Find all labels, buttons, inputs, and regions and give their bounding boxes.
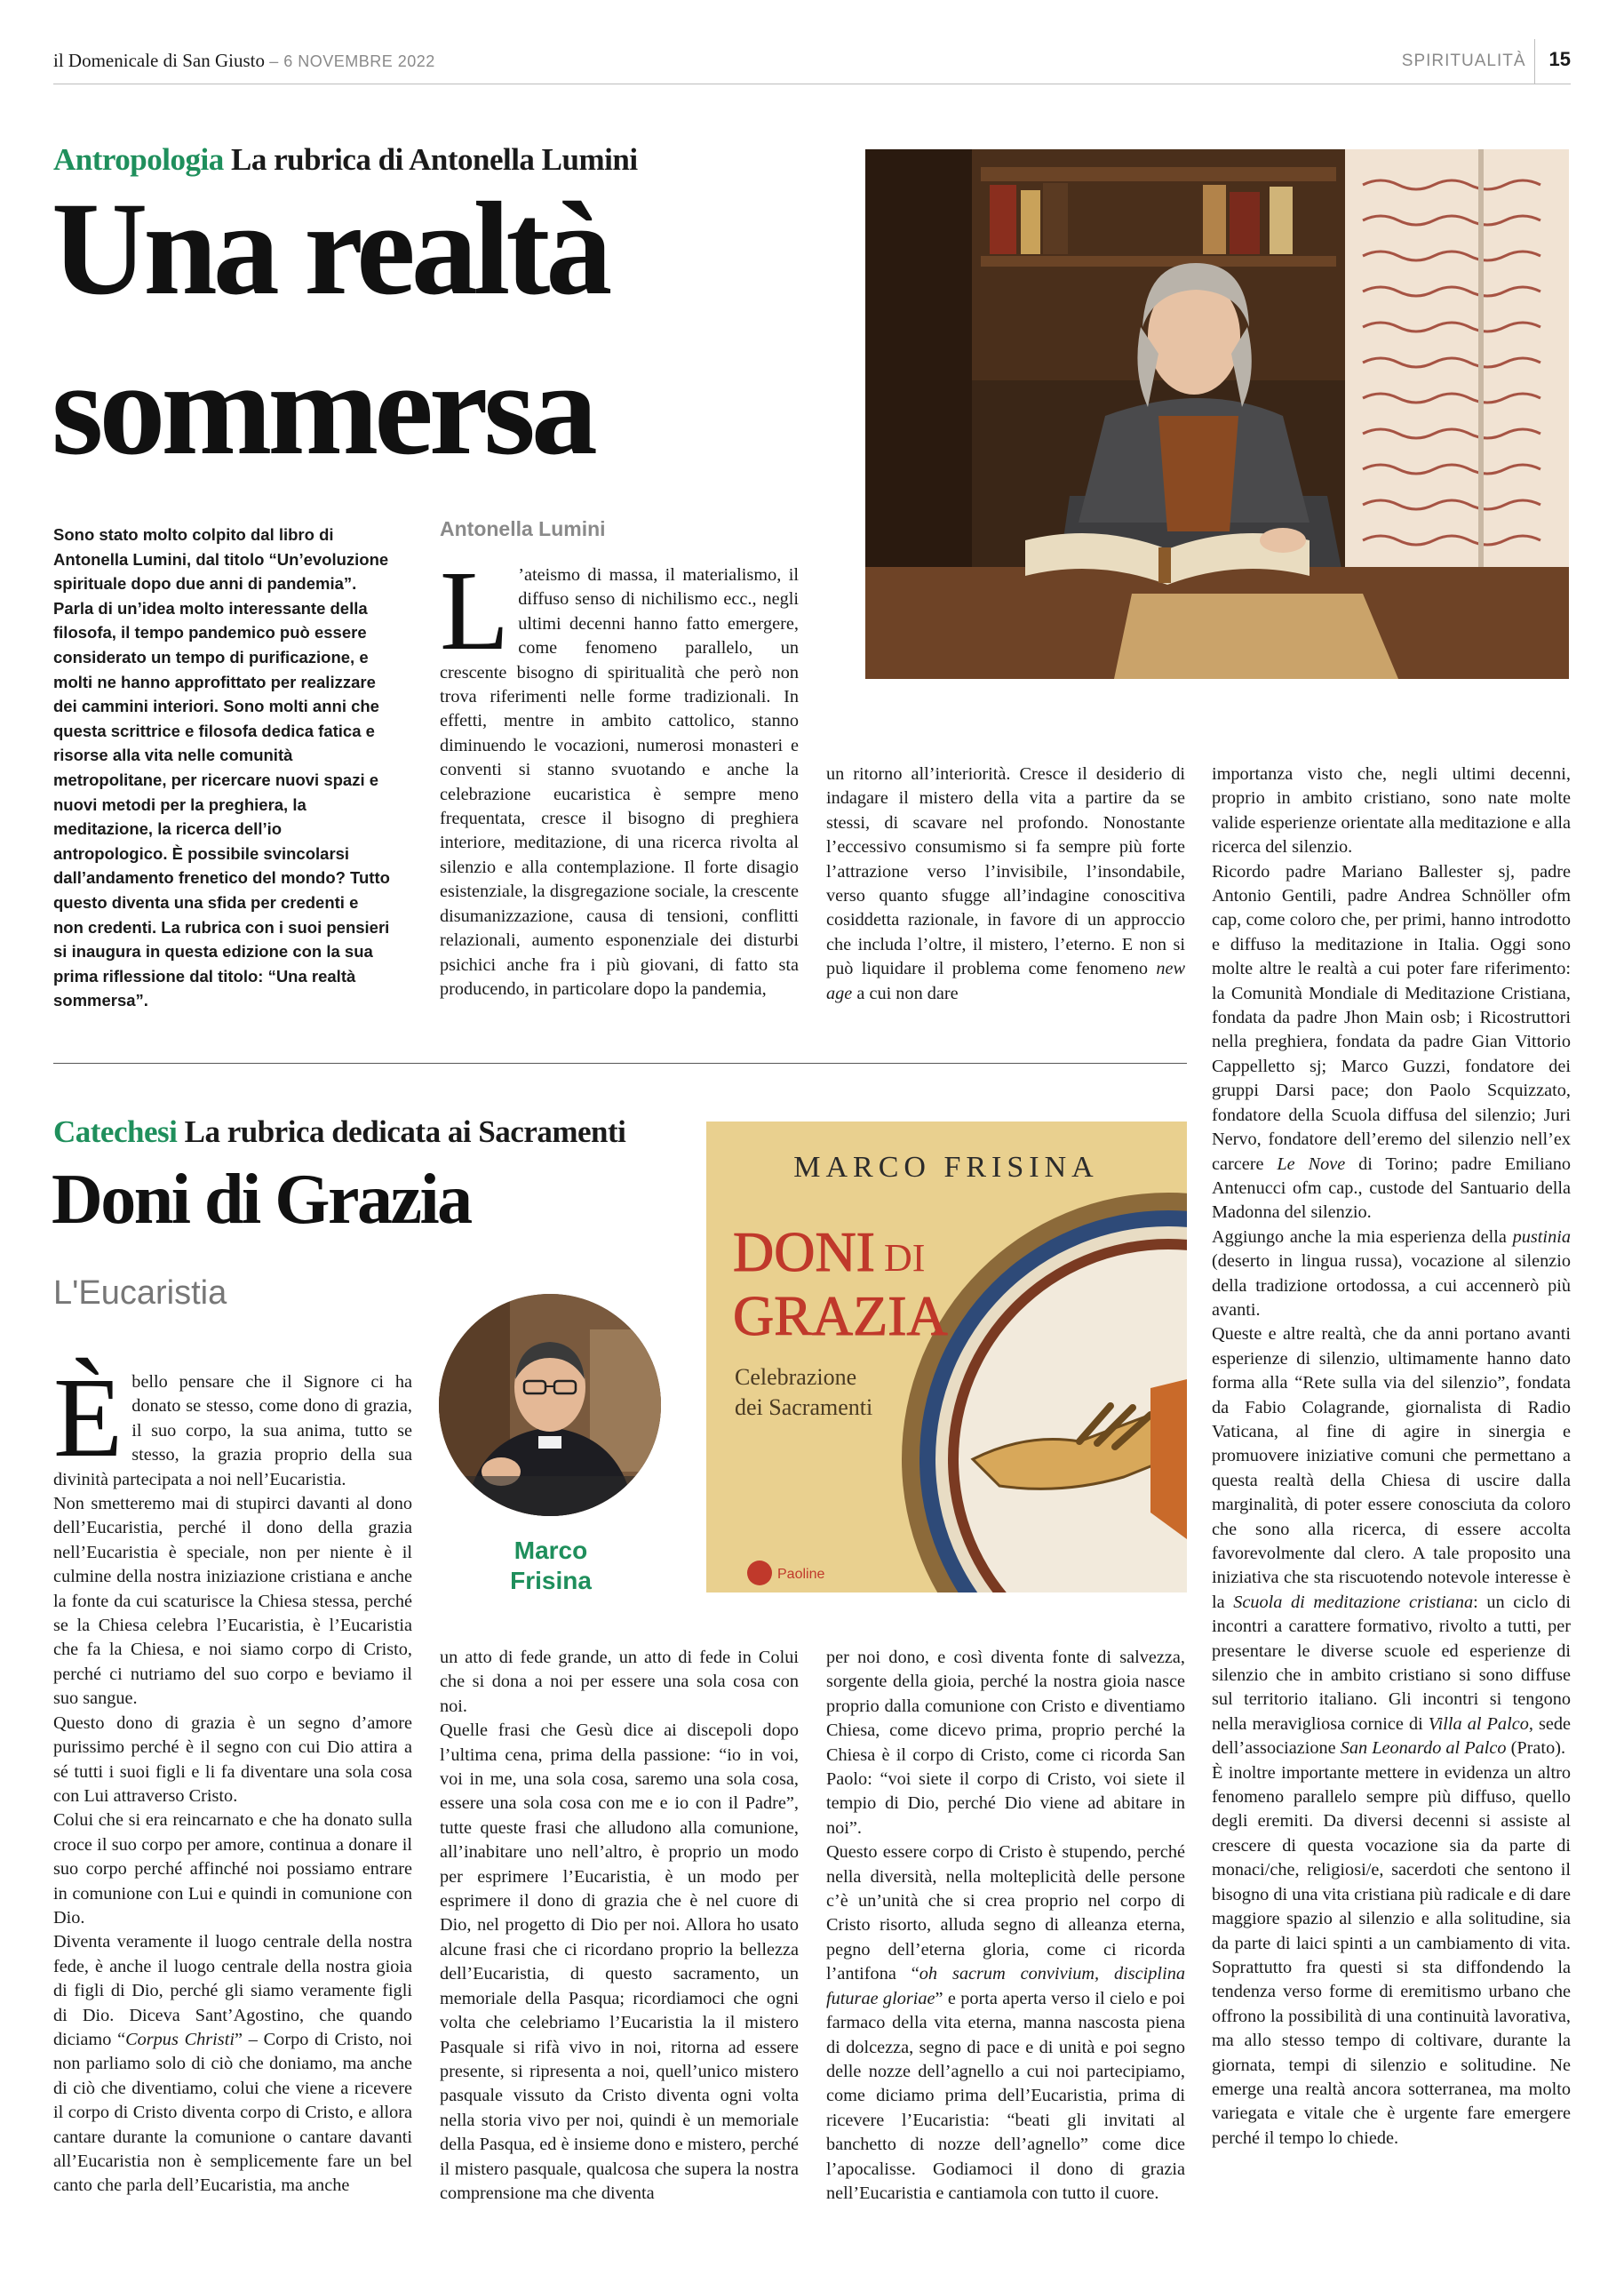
author-portrait	[439, 1294, 661, 1516]
article2-kicker	[53, 1114, 625, 1150]
article2-paragraph: Questo dono di grazia è un segno d’amore purissimo perché è il segno con cui Dio attira a sé tutti i suoi figli e li fa diventare una sola cosa con Lui attraverso Cristo.	[53, 1712, 412, 1806]
article1-kicker-text: La rubrica di Antonella Lumini	[230, 142, 638, 177]
article1-headline-line2: sommersa	[52, 335, 593, 483]
running-header-right	[1402, 48, 1571, 71]
article1-column-1	[440, 547, 799, 1002]
article2-column-3	[826, 1646, 1185, 2206]
article2-paragraph: per noi dono, e così diventa fonte di salvezza, sorgente della gioia, perché la nostra gioia nasce proprio dalla comunione con Cristo e diventiamo Chiesa, come dicevo prima, proprio perché la Chiesa è il corpo di Cristo, come ci ricorda San Paolo: “voi siete il corpo di Cristo, voi siete il tempio di Dio, perché Dio viene ad abitare in noi”.	[826, 1648, 1185, 1838]
article2-paragraph: Quelle frasi che Gesù dice ai discepoli dopo l’ultima cena, prima della passione: “io in voi, voi in me, una sola cosa, saremo una sola cosa, essere una sola cosa con me e io con il Padre”, tutte queste frasi che alludono alla comunione, all’inabitare uno nell’altro, è proprio un modo per esprimere l’Eucaristia, è un modo per esprimere il dono di grazia che è nel cuore di Dio, nel progetto di Dio per noi. Allora ho usato alcune frasi che ci ricordano proprio la bellezza dell’Eucaristia, di questo sacramento, un memoriale della Pasqua; ricordiamoci che ogni volta che celebriamo l’Eucaristia la il mistero Pasquale si rifà vivo in noi, ritorna ad essere presente, si ripresenta a noi, quell’unico mistero pasquale vissuto da Cristo diventa ogni volta nella storia vivo per noi, quindi è un memoriale della Pasqua, ed è insieme dono e mistero, perché il mistero pasquale, qualcosa che supera la nostra comprensione ma che diventa	[440, 1720, 799, 2203]
article1-paragraph: importanza visto che, negli ultimi decenni, proprio in ambito cristiano, sono nate molte valide esperienze orientate alla meditazione e alla ricerca del silenzio.	[1212, 764, 1571, 858]
issue-date: – 6 NOVEMBRE 2022	[269, 52, 435, 70]
header-divider	[1534, 39, 1535, 84]
cover-subtitle-line1: Celebrazione	[735, 1364, 857, 1390]
article1-intro: Sono stato molto colpito dal libro di Antonella Lumini, dal titolo “Un’evoluzione spirituale dopo due anni di pandemia”. Parla di un’idea molto interessante della filosofa, il tempo pandemico può essere considerato un tempo di purificazione, e molti ne hanno approfittato per realizzare dei cammini interiori. Sono molti anni che questa scrittrice e filosofa dedica fatica e risorse alla vita nelle comunità metropolitane, per ricercare nuovi spazi e nuovi metodi per la preghiera, la meditazione, la ricerca dell’io antropologico. È possibile svincolarsi dall’andamento frenetico del mondo? Tutto questo diventa una sfida per credenti e non credenti. La rubrica con i suoi pensieri si inaugura in questa edizione con la sua prima riflessione dal titolo: “Una realtà sommersa”.	[53, 525, 390, 1010]
article1-paragraph: Aggiungo anche la mia esperienza della pustinia (deserto in lingua russa), vocazione al silenzio della tradizione ortodossa, a cui accennerò più avanti.	[1212, 1226, 1571, 1320]
section-name: SPIRITUALITÀ	[1401, 52, 1526, 70]
article-separator	[53, 1063, 1187, 1064]
page-number: 15	[1548, 48, 1571, 70]
article1-headline-line1: Una realtà	[52, 175, 609, 323]
article2-column-1	[53, 1354, 412, 2199]
article2-subtitle: L'Eucaristia	[53, 1274, 227, 1312]
article1-column-2	[826, 762, 1185, 1006]
article1-paragraph: Ricordo padre Mariano Ballester sj, padre Antonio Gentili, padre Andrea Schnöller ofm cap, come coloro che, per primi, hanno introdotto e diffuso la meditazione in Italia. Oggi sono molte altre le realtà a cui poter fare riferimento: la Comunità Mondiale di Meditazione Cristiana, fondata da padre Jhon Main osb; i Ricostruttori nella preghiera, fondata da padre Gian Vittorio Cappelletto sj; Marco Guzzi, fondatore dei gruppi Darsi pace; don Paolo Scquizzato, fondatore della Scuola diffusa del silenzio; Juri Nervo, fondatore dell’eremo del silenzio nell’ex carcere Le Nove di Torino; padre Emiliano Antenucci ofm cap., custode del Santuario della Madonna del silenzio.	[1212, 861, 1571, 1223]
article2-kicker-text: La rubrica dedicata ai Sacramenti	[184, 1114, 626, 1149]
article1-paragraph: È inoltre importante mettere in evidenza un altro fenomeno parallelo sempre più diffuso, quello degli eremiti. Da diversi decenni si assiste al crescere di questa vocazione sia da parte di monaci/che, religiosi/e, sacerdoti che sentono il bisogno di una vita cristiana più radicale e di dare maggiore spazio al silenzio e alla solitudine, sia da parte di laici spinti a un cambiamento di vita. Soprattutto fra questi si sta diffondendo la tendenza verso forme di eremitismo urbano che offrono la possibilità di una continuità lavorativa, ma allo stesso tempo di coltivare, durante la giornata, tempi di silenzio e solitudine. Ne emerge una realtà ancora sotterranea, ma molto variegata e vitale che è urgente fare emergere perché il tempo lo chiede.	[1212, 1762, 1571, 2148]
article1-paragraph: un ritorno all’interiorità. Cresce il desiderio di indagare il mistero della vita a partire da se stessi, di scavare nel profondo. Nonostante l’eccessivo consumismo si fa sempre più forte l’attrazione verso l’invisibile, l’insondabile, verso quanto sfugge all’indagine conoscitiva cosiddetta razionale, in favore di un approccio che includa l’oltre, il mistero, l’eterno. E non si può liquidare il problema come fenomeno new age a cui non dare	[826, 764, 1185, 1003]
article2-dropcap: È	[53, 1354, 123, 1481]
article1-kicker	[53, 142, 638, 178]
cover-publisher: Paoline	[777, 1567, 825, 1582]
article2-paragraph: Diventa veramente il luogo centrale della nostra fede, è anche il luogo centrale della nostra gioia di figli di Dio, perché gli siamo veramente figli di Dio. Diceva Sant’Agostino, che quando diciamo “Corpus Christi” – Corpo di Cristo, noi non parliamo solo di ciò che doniamo, ma anche di ciò che diventiamo, colui che viene a ricevere il corpo di Cristo diventa corpo di Cristo, e allora cantare durante la comunione o cantare davanti all’Eucaristia non è semplicemente fare un bel canto che parla dell’Eucaristia, ma anche	[53, 1932, 412, 2196]
article1-paragraph: L ’ateismo di massa, il materialismo, il diffuso senso di nichilismo ecc., negli ultimi decenni hanno fatto emergere, come fenomeno parallelo, un crescente bisogno di spiritualità che però non trova riferimenti nelle forme tradizionali. In effetti, mentre in ambito cattolico, stanno diminuendo le vocazioni, numerosi monasteri e conventi si stanno svuotando e anche la celebrazione eucaristica è sempre meno frequentata, cresce il bisogno di preghiera interiore, meditazione, di una ricerca rivolta al silenzio e alla contemplazione. Il forte disagio esistenziale, la disgregazione sociale, la crescente disumanizzazione, causa di tensioni, conflitti relazionali, aumento esponenziale dei disturbi psichici anche fra i più giovani, di fatto sta producendo, in particolare dopo la pandemia,	[440, 547, 799, 999]
article2-paragraph: Non smetteremo mai di stupirci davanti al dono dell’Eucaristia, perché il dono della grazia nell’Eucaristia è speciale, non per niente è il culmine della nostra iniziazione cristiana e anche la fonte da cui scaturisce la Chiesa stessa, perché se la Chiesa celebra l’Eucaristia, è l’Eucaristia che fa la Chiesa, e noi siamo corpo di Cristo, perché ci nutriamo del suo corpo e beviamo il suo sangue.	[53, 1494, 412, 1709]
article2-paragraph: Colui che si era reincarnato e che ha donato sulla croce il suo corpo per amore, continua a donare il suo corpo perché affinché noi possiamo entrare in comunione con Lui e quindi in comunione con Dio.	[53, 1810, 412, 1928]
cover-title-line2: GRAZIA	[733, 1284, 948, 1347]
article2-paragraph: Questo essere corpo di Cristo è stupendo, perché nella diversità, nella molteplicità delle persone c’è un’unità che si crea proprio nel corpo di Cristo risorto, alluda segno di alleanza eterna, pegno dell’eterna gloria, come ci ricorda l’antifona “oh sacrum convivium, disciplina futurae gloriae” e porta aperta verso il cielo e poi farmaco della vita eterna, manna nascosta piena di dolcezza, segno di pace e di unità e poi segno delle nozze dell’agnello a cui noi partecipiamo, come diciamo prima dell’Eucaristia, prima di ricevere l’Eucaristia: “beati gli invitati al banchetto di nozze dell’agnello” come dice l’apocalisse. Godiamoci il dono di grazia nell’Eucaristia e cantiamola con tutto il cuore.	[826, 1842, 1185, 2203]
article1-byline: Antonella Lumini	[440, 517, 606, 540]
article2-category: Catechesi	[53, 1114, 178, 1149]
article2-column-2	[440, 1646, 799, 2206]
cover-title-line1: DONI	[733, 1220, 875, 1283]
article2-paragraph: un atto di fede grande, un atto di fede in Colui che si dona a noi per essere una sola cosa con noi.	[440, 1648, 799, 1716]
article1-paragraph: Queste e altre realtà, che da anni portano avanti esperienze di silenzio, ultimamente hanno dato forma alla “Rete sulla via del silenzio”, fondata da Fabio Colagrande, giornalista di Radio Vaticana, al fine di agire in sinergia e promuovere iniziative comuni che permettano a questa realtà della Chiesa di uscire dalla marginalità, di poter essere conosciuta da coloro che sono alla ricerca, di essere accolta favorevolmente dal clero. A tale proposito una iniziativa che sta riscuotendo notevole interesse è la Scuola di meditazione cristiana: un ciclo di incontri a carattere formativo, rivolto a tutti, per presentare le diverse scuole ed esperienze di silenzio che in ambito cristiano si sono diffuse sul territorio italiano. Gli incontri si tengono nella meravigliosa cornice di Villa al Palco, sede dell’associazione San Leonardo al Palco (Prato).	[1212, 1324, 1572, 1759]
article2-headline: Doni di Grazia	[52, 1161, 471, 1239]
article2-paragraph: È bello pensare che il Signore ci ha donato se stesso, come dono di grazia, il suo corpo, la sua anima, tutto se stesso, la grazia proprio della sua divinità partecipata a noi nell’Eucaristia.	[53, 1354, 412, 1489]
author-name: Marco Frisina	[510, 1537, 592, 1594]
album-cover-image	[706, 1122, 1187, 1592]
article1-column-3	[1212, 762, 1571, 2151]
photo-author-reading	[865, 149, 1569, 679]
cover-author: MARCO FRISINA	[793, 1151, 1099, 1184]
cover-subtitle-line2: dei Sacramenti	[735, 1394, 873, 1420]
running-header-left	[53, 50, 435, 72]
cover-title-di: DI	[884, 1236, 926, 1280]
article1-category: Antropologia	[53, 142, 224, 177]
publication-name: il Domenicale di San Giusto	[53, 50, 265, 71]
article1-dropcap: L	[440, 547, 510, 674]
